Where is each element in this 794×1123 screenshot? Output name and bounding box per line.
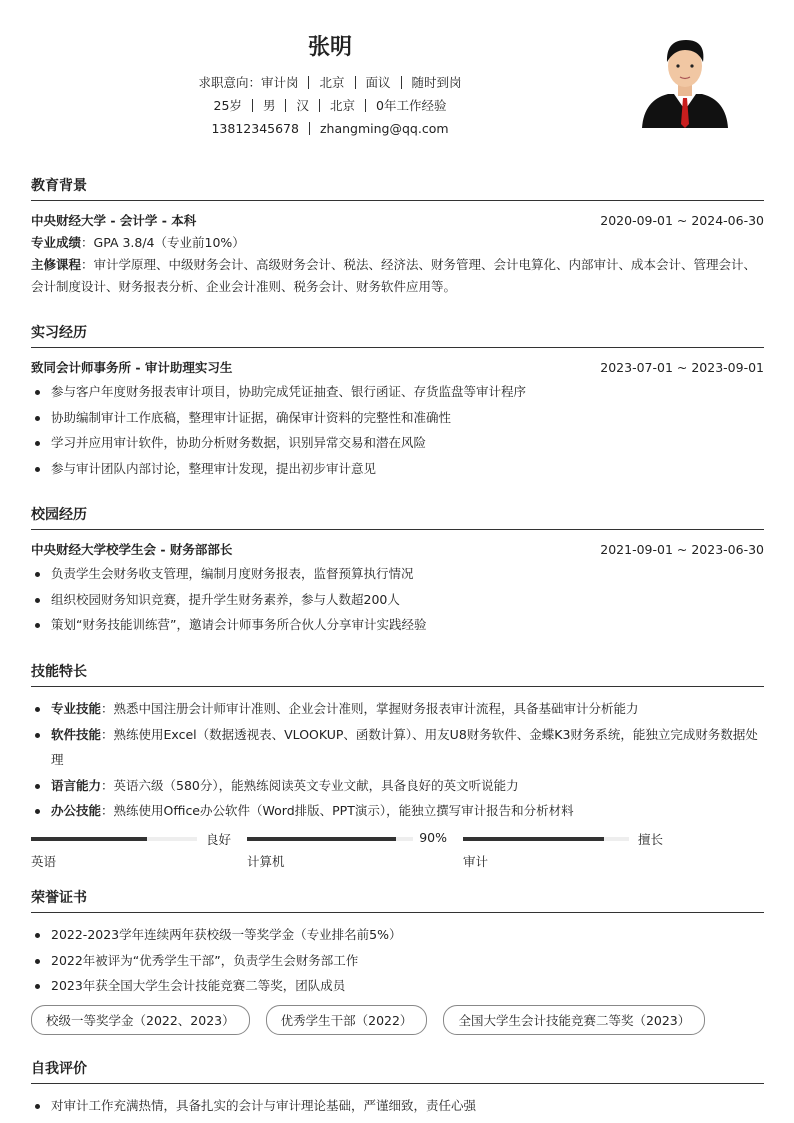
list-item: 参与审计团队内部讨论，整理审计发现，提出初步审计意见 (31, 456, 764, 482)
date-range: 2020-09-01 ~ 2024-06-30 (600, 213, 764, 228)
skill-bar-fill (463, 837, 604, 841)
skill-label: 语言能力 (51, 777, 102, 793)
section-title: 实习经历 (31, 322, 764, 348)
skill-item (31, 722, 764, 773)
date-range: 2023-07-01 ~ 2023-09-01 (600, 360, 764, 375)
skill-label: 专业技能 (51, 701, 102, 716)
info-item: 北京 (319, 75, 345, 90)
section-title: 自我评价 (31, 1058, 764, 1084)
skill-name: 计算机 (247, 853, 285, 869)
list-item: 参与客户年度财务报表审计项目，协助完成凭证抽查、银行函证、存货监盘等审计程序 (31, 379, 764, 405)
skill-item (31, 696, 764, 722)
list-item: 2023年获全国大学生会计技能竞赛二等奖，团队成员 (31, 973, 764, 999)
resume-header (0, 30, 660, 140)
skill-bar-fill (247, 837, 396, 841)
honor-tag: 校级一等奖学金（2022、2023） (31, 1005, 250, 1035)
honor-tag: 优秀学生干部（2022） (266, 1005, 428, 1035)
info-item: 汉 (296, 98, 309, 113)
organization: 致同会计师事务所 - 审计助理实习生 (31, 360, 233, 375)
date-range: 2021-09-01 ~ 2023-06-30 (600, 542, 764, 557)
contact-line (0, 117, 660, 140)
section-title: 技能特长 (31, 661, 764, 687)
organization: 中央财经大学校学生会 - 财务部部长 (31, 542, 233, 557)
skill-bar (31, 830, 231, 870)
honor-tag: 全国大学生会计技能竞赛二等奖（2023） (443, 1005, 705, 1035)
gpa: ：GPA 3.8/4（专业前10%） (81, 235, 245, 250)
skill-name: 英语 (31, 853, 57, 869)
honors-section (31, 887, 764, 1035)
skill-item (31, 773, 764, 799)
info-item: 随时到岗 (411, 75, 462, 90)
info-item: 0年工作经验 (376, 98, 447, 113)
self-evaluation-section (31, 1058, 764, 1119)
skills-section (31, 661, 764, 870)
skill-bar-fill (31, 837, 147, 841)
profile-photo (638, 28, 732, 128)
skill-text: ：熟练使用Office办公软件（Word排版、PPT演示），能独立撰写审计报告和分析材料 (101, 803, 574, 818)
campus-section (31, 504, 764, 638)
candidate-name: 张明 (307, 35, 352, 60)
skill-label: 办公技能 (51, 803, 102, 818)
info-item: 25岁 (213, 98, 242, 113)
courses: ：审计学原理、中级财务会计、高级财务会计、税法、经济法、财务管理、会计电算化、内部审计、成本会计、管理会计、会计制度设计、财务报表分析、企业会计准则、税务会计、财务软件应用等。 (31, 257, 757, 294)
school: 中央财经大学 - 会计学 - 本科 (31, 213, 197, 228)
info-item: 北京 (329, 98, 355, 113)
list-item: 组织校园财务知识竞赛，提升学生财务素养，参与人数超200人 (31, 587, 764, 613)
section-title: 教育背景 (31, 175, 764, 201)
section-title: 荣誉证书 (31, 887, 764, 913)
skill-text: ：熟悉中国注册会计师审计准则、企业会计准则，掌握财务报表审计流程，具备基础审计分析能力 (101, 701, 639, 716)
list-item: 对审计工作充满热情，具备扎实的会计与审计理论基础，严谨细致，责任心强 (31, 1093, 764, 1119)
skill-bar (247, 829, 447, 870)
courses-label: 主修课程 (31, 257, 82, 272)
info-item: 面议 (365, 75, 391, 90)
skill-bars (31, 830, 764, 870)
section-title: 校园经历 (31, 504, 764, 530)
skill-label: 软件技能 (51, 726, 102, 742)
list-item: 2022-2023学年连续两年获校级一等奖学金（专业排名前5%） (31, 922, 764, 948)
skill-level: 擅长 (637, 831, 663, 847)
list-item: 策划“财务技能训练营”，邀请会计师事务所合伙人分享审计实践经验 (31, 612, 764, 638)
job-intent-line (0, 71, 660, 94)
skill-level: 良好 (205, 831, 231, 847)
skill-text: ：熟练使用Excel（数据透视表、VLOOKUP、函数计算）、用友U8财务软件、金蝶K3财务系统，能独立完成财务数据处理 (51, 726, 758, 767)
info-item: 男 (262, 98, 276, 113)
personal-info-line (0, 94, 660, 117)
list-item: 学习并应用审计软件，协助分析财务数据，识别异常交易和潜在风险 (31, 430, 764, 456)
skill-bar (463, 830, 663, 870)
education-section (31, 175, 764, 298)
list-item: 协助编制审计工作底稿，整理审计证据，确保审计资料的完整性和准确性 (31, 405, 764, 431)
skill-name: 审计 (463, 853, 489, 869)
phone: 13812345678 (211, 121, 299, 136)
skill-level: 90% (419, 829, 447, 845)
list-item: 2022年被评为“优秀学生干部”，负责学生会财务部工作 (31, 948, 764, 974)
email: zhangming@qq.com (319, 121, 449, 136)
list-item: 负责学生会财务收支管理，编制月度财务报表，监督预算执行情况 (31, 561, 764, 587)
gpa-label: 专业成绩 (31, 235, 82, 250)
info-item: 求职意向：审计岗 (198, 75, 299, 90)
internship-section (31, 322, 764, 481)
skill-item (31, 798, 764, 824)
skill-text: ：英语六级（580分），能熟练阅读英文专业文献，具备良好的英文听说能力 (101, 777, 519, 793)
